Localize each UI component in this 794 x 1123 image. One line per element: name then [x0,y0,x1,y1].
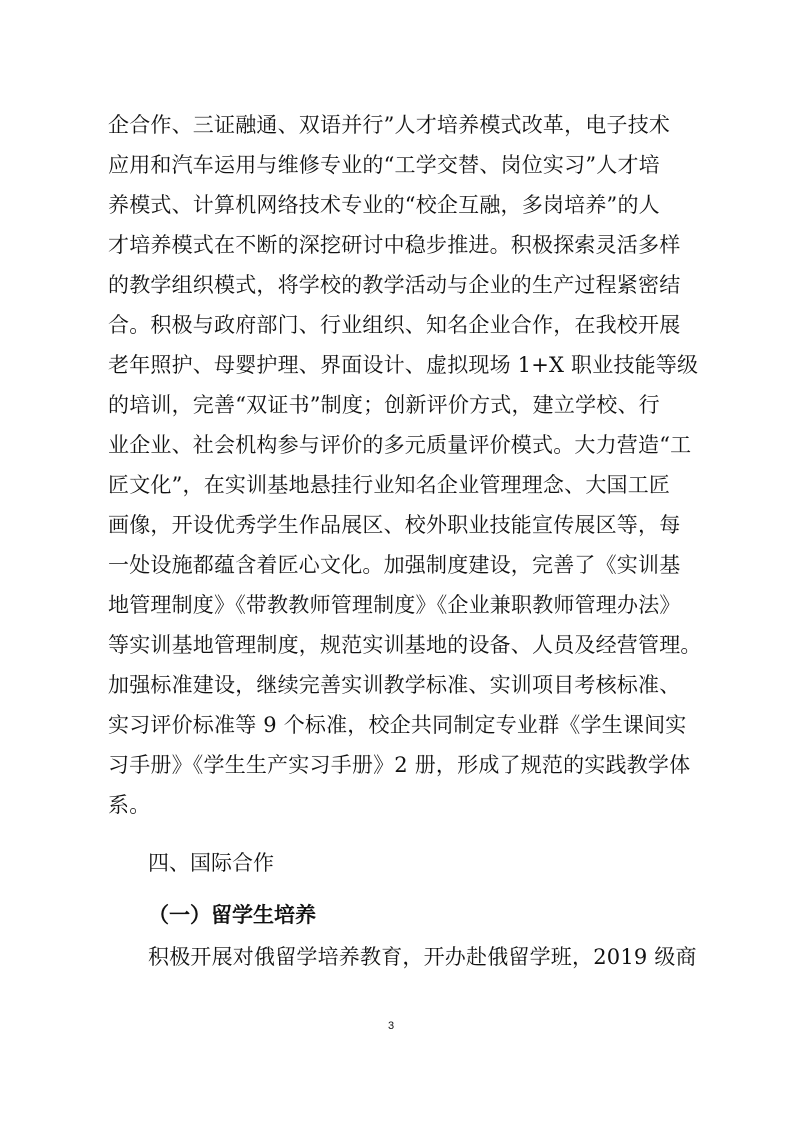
paragraph-line: 业企业、社会机构参与评价的多元质量评价模式。大力营造“工 [108,433,692,457]
paragraph-line: 等实训基地管理制度，规范实训基地的设备、人员及经营管理。 [108,633,702,657]
paragraph-line: 积极开展对俄留学培养教育，开办赴俄留学班，2019 级商 [148,945,697,969]
paragraph-line: 地管理制度》《带教教师管理制度》《企业兼职教师管理办法》 [108,593,681,617]
paragraph-line: 才培养模式在不断的深挖研讨中稳步推进。积极探索灵活多样 [108,233,681,257]
paragraph-line: 企合作、三证融通、双语并行”人才培养模式改革，电子技术 [108,113,671,137]
paragraph-line: 匠文化”，在实训基地悬挂行业知名企业管理理念、大国工匠 [108,473,671,497]
paragraph-line: 一处设施都蕴含着匠心文化。加强制度建设，完善了《实训基 [108,553,681,577]
paragraph-line: 系。 [108,793,151,817]
paragraph-line: 画像，开设优秀学生作品展区、校外职业技能宣传展区等，每 [108,513,681,537]
section-heading: 四、国际合作 [148,851,274,875]
paragraph-line: 应用和汽车运用与维修专业的“工学交替、岗位实习”人才培 [108,153,660,177]
paragraph-line: 习手册》《学生生产实习手册》2 册，形成了规范的实践教学体 [108,753,691,777]
paragraph-line: 加强标准建设，继续完善实训教学标准、实训项目考核标准、 [108,673,681,697]
paragraph-line: 合。积极与政府部门、行业组织、知名企业合作，在我校开展 [108,313,681,337]
paragraph-line: 的教学组织模式，将学校的教学活动与企业的生产过程紧密结 [108,273,681,297]
subsection-heading: （一）留学生培养 [148,903,316,927]
paragraph-line: 的培训，完善“双证书”制度；创新评价方式，建立学校、行 [108,393,660,417]
paragraph-line: 实习评价标准等 9 个标准，校企共同制定专业群《学生课间实 [108,713,687,737]
paragraph-line: 老年照护、母婴护理、界面设计、虚拟现场 1+X 职业技能等级 [108,353,699,377]
page-number: 3 [388,1020,395,1032]
paragraph-line: 养模式、计算机网络技术专业的“校企互融，多岗培养”的人 [108,193,660,217]
